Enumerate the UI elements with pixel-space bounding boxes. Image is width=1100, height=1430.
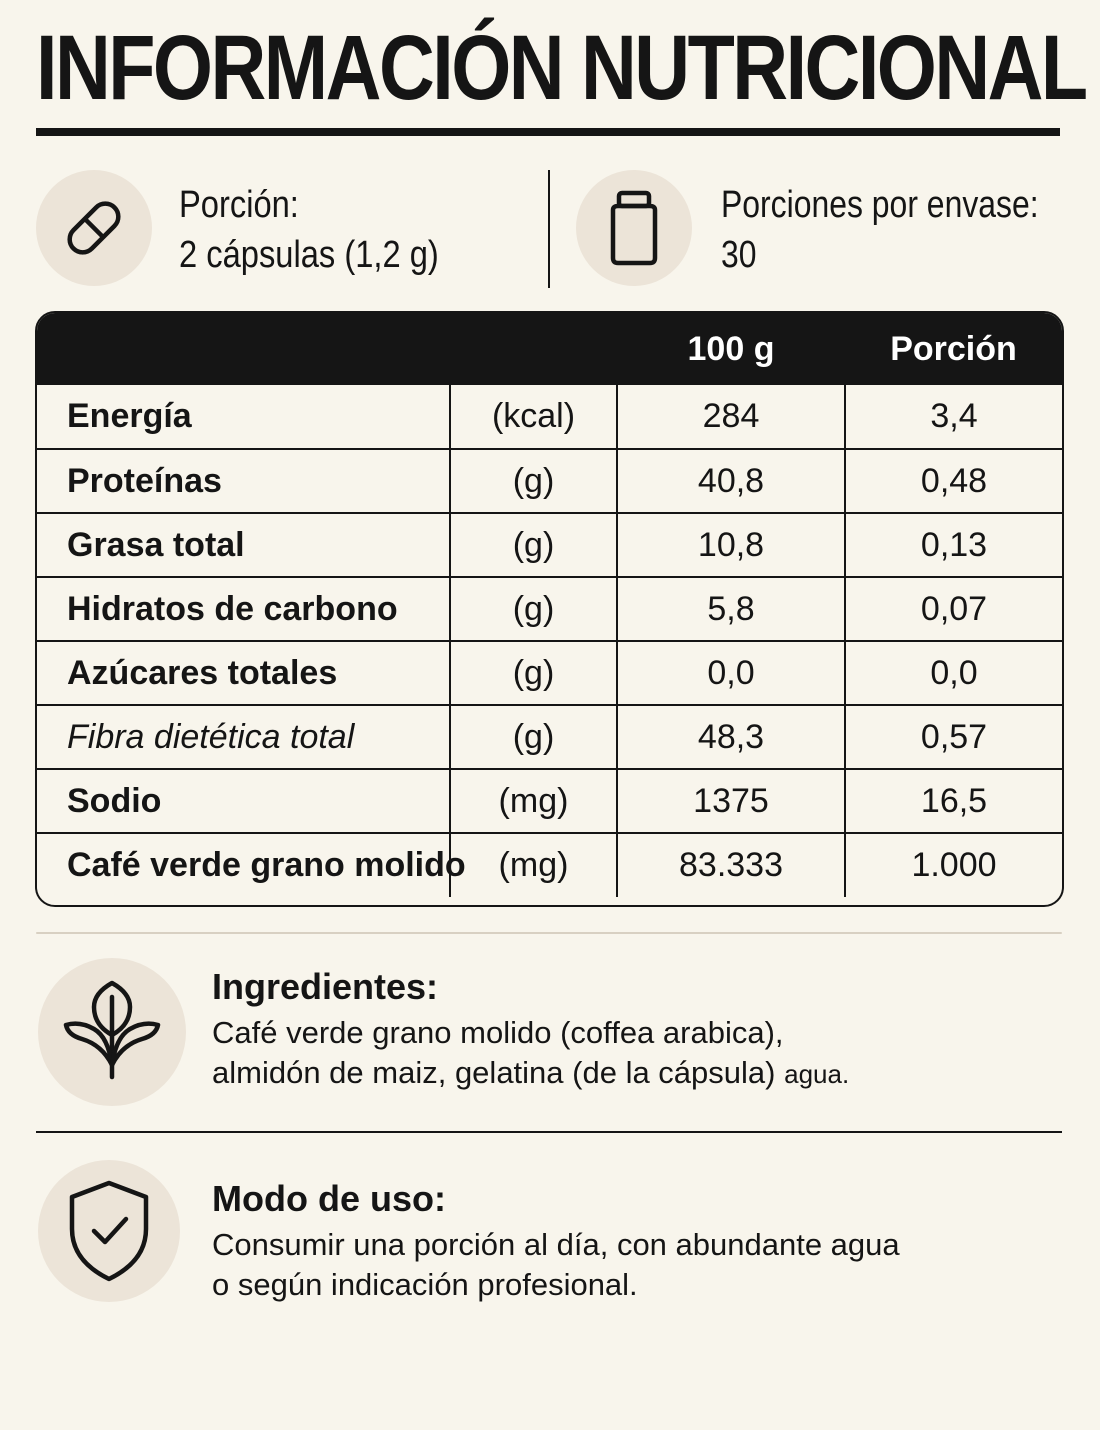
jar-icon-circle <box>576 170 692 286</box>
shield-check-icon <box>64 1179 154 1283</box>
nutrient-per100: 1375 <box>617 769 845 833</box>
nutrient-per100: 48,3 <box>617 705 845 769</box>
nutrient-name: Fibra dietética total <box>37 705 450 769</box>
nutrient-unit: (g) <box>450 449 617 513</box>
ingredients-line-2 <box>212 1053 849 1094</box>
header-unit <box>450 313 617 385</box>
servings-per-container-label: Porciones por envase: <box>721 184 1039 226</box>
nutrition-table <box>35 311 1064 907</box>
nutrient-portion: 0,07 <box>845 577 1062 641</box>
serving-value: 2 cápsulas (1,2 g) <box>179 234 439 276</box>
nutrient-unit: (mg) <box>450 833 617 897</box>
nutrient-name: Hidratos de carbono <box>37 577 450 641</box>
ingredients-line-1: Café verde grano molido (coffea arabica), <box>212 1015 784 1050</box>
nutrient-portion: 16,5 <box>845 769 1062 833</box>
table-row <box>37 641 1062 705</box>
shield-check-icon-circle <box>38 1160 180 1302</box>
nutrient-per100: 40,8 <box>617 449 845 513</box>
servings-per-container-value: 30 <box>721 234 757 276</box>
capsule-icon <box>56 190 132 266</box>
header-nutrient <box>37 313 450 385</box>
table-row <box>37 705 1062 769</box>
nutrient-per100: 0,0 <box>617 641 845 705</box>
nutrient-name: Grasa total <box>37 513 450 577</box>
serving-info <box>179 180 439 280</box>
nutrient-portion: 0,48 <box>845 449 1062 513</box>
ingredients-title: Ingredientes: <box>212 966 439 1007</box>
info-divider <box>548 170 550 288</box>
table-row <box>37 449 1062 513</box>
leaf-icon-circle <box>38 958 186 1106</box>
nutrient-portion: 3,4 <box>845 385 1062 449</box>
servings-per-container-info <box>721 180 1039 280</box>
nutrient-portion: 0,57 <box>845 705 1062 769</box>
section-divider <box>36 932 1062 934</box>
nutrient-name: Azúcares totales <box>37 641 450 705</box>
nutrient-portion: 0,13 <box>845 513 1062 577</box>
table-row <box>37 769 1062 833</box>
nutrient-unit: (g) <box>450 577 617 641</box>
nutrient-portion: 0,0 <box>845 641 1062 705</box>
nutrient-per100: 10,8 <box>617 513 845 577</box>
nutrient-name: Café verde grano molido <box>37 833 450 897</box>
usage-line-2: o según indicación profesional. <box>212 1267 638 1302</box>
ingredients-line-2-main: almidón de maiz, gelatina (de la cápsula) <box>212 1055 776 1090</box>
leaf-icon <box>62 977 162 1087</box>
nutrient-unit: (kcal) <box>450 385 617 449</box>
table-row <box>37 385 1062 449</box>
nutrient-per100: 83.333 <box>617 833 845 897</box>
nutrient-per100: 5,8 <box>617 577 845 641</box>
ingredients-line-2-small: agua. <box>784 1059 850 1089</box>
capsule-icon-circle <box>36 170 152 286</box>
nutrient-unit: (g) <box>450 705 617 769</box>
table-row <box>37 513 1062 577</box>
page-title: INFORMACIÓN NUTRICIONAL <box>36 17 1086 119</box>
usage-line-1: Consumir una porción al día, con abundante agua <box>212 1227 900 1262</box>
nutrient-per100: 284 <box>617 385 845 449</box>
ingredients-text <box>212 1013 849 1094</box>
usage-title: Modo de uso: <box>212 1178 446 1219</box>
usage-text <box>212 1225 900 1305</box>
table-header-row <box>37 313 1062 385</box>
nutrient-name: Energía <box>67 397 192 435</box>
serving-label: Porción: <box>179 184 299 226</box>
nutrient-portion: 1.000 <box>845 833 1062 897</box>
title-divider <box>36 128 1060 136</box>
header-per-100g: 100 g <box>617 313 845 385</box>
header-per-portion: Porción <box>845 313 1062 385</box>
jar-icon <box>599 188 669 268</box>
section-divider <box>36 1131 1062 1133</box>
table-row <box>37 577 1062 641</box>
nutrient-unit: (g) <box>450 513 617 577</box>
nutrient-unit: (g) <box>450 641 617 705</box>
table-row <box>37 833 1062 897</box>
nutrient-name: Proteínas <box>37 449 450 513</box>
nutrient-name: Sodio <box>37 769 450 833</box>
nutrient-unit: (mg) <box>450 769 617 833</box>
